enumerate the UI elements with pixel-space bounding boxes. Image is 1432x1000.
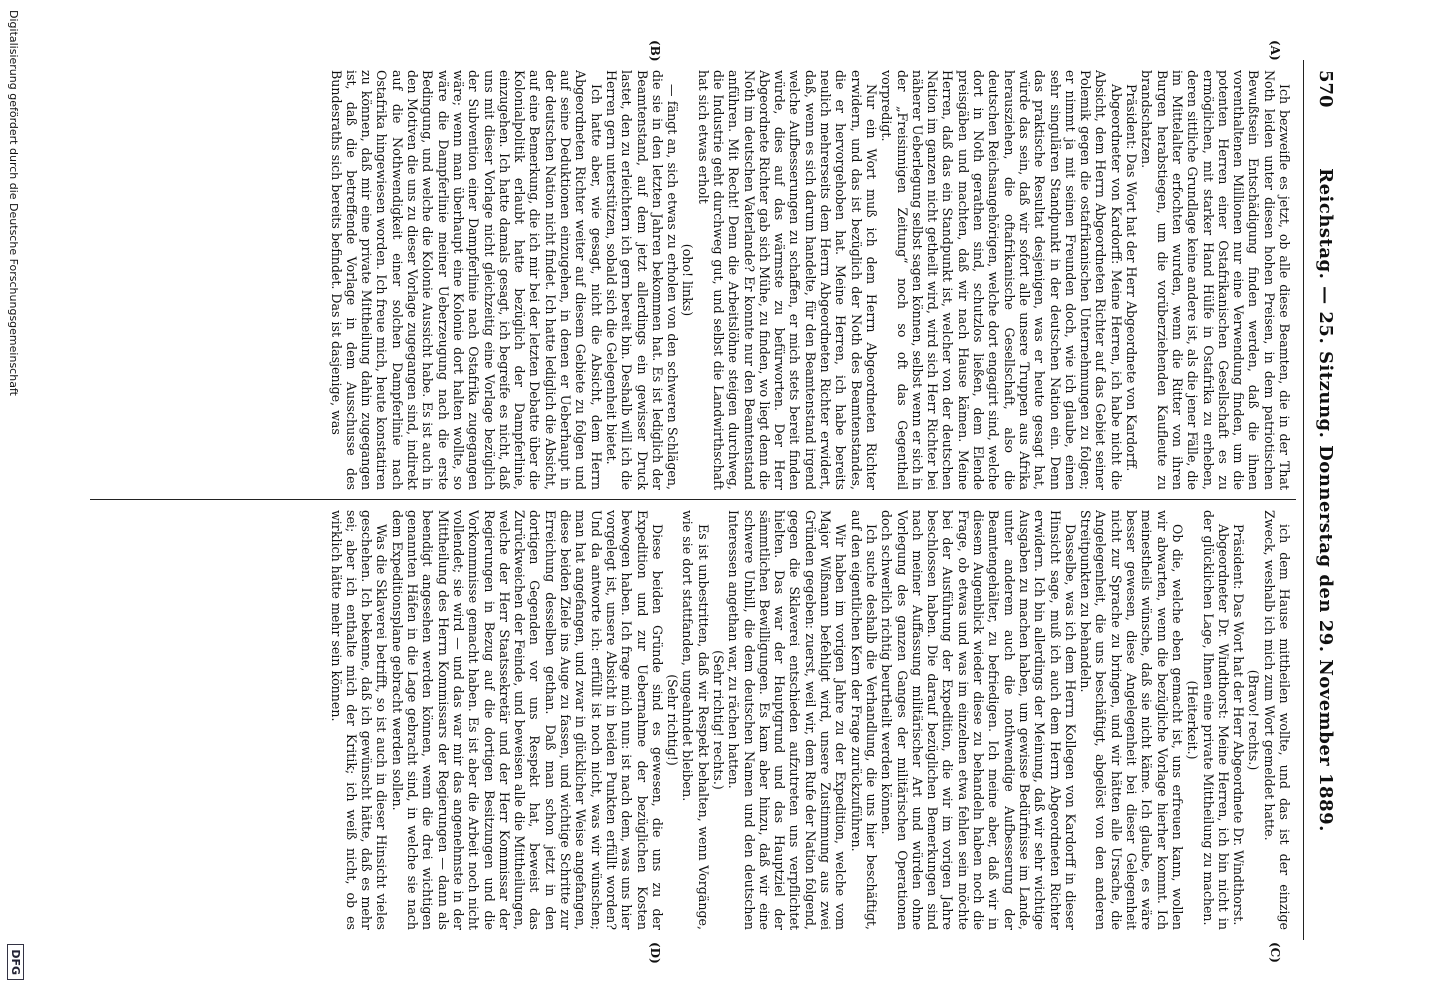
paragraph: Es ist unbestritten, daß wir Respekt behalten, wenn Vorgänge, wie sie dort stattfanden, ungeahndet bleiben. [680,510,711,930]
page-number: 570 [1315,70,1336,108]
page-footer [0,0,30,1000]
interjection: (Heiterkeit.) [1185,680,1201,760]
margin-marker-c: (C) [1268,942,1282,963]
paragraph: Dasselbe, was ich dem Herrn Kollegen von Kardorff in dieser Hinsicht sage, muß ich auch dem Herrn Abgeordneten Richter erwidern. Ich bin allerdings der Meinung, daß wir sehr wichtige Ausgaben zu machen haben, um gewisse Bedürfnisse im Lande, unter anderem auch die nothwendige Aufbesserung der Beamtengehälter, zu befriedigen. Ich meine aber, daß wir in diesem Augenblick wieder diese zu behandeln haben noch die Frage, ob etwas und was im einzelnen etwa fehlen sein möchte bei der Ausführung der Expedition, die wir im vorigen Jahre beschlossen haben. Die darauf bezüglichen Bemerkungen sind nach meiner Auffassung militärischer Art und würden ohne Vorlegung des ganzen Ganges der militärischen Operationen doch schwerlich richtig beurtheilt werden können. [879,510,1078,930]
right-text-column [80,510,1292,930]
margin-marker-d: (D) [648,942,662,964]
paragraph: Wir haben im vorigen Jahre zu der Expedition, welche vom Major Wißmann befehligt wird, unsere Zustimmung aus zwei Gründen gegeben: zuerst, weil wir, dem Rufe der Nation folgend, gegen die Sklaverei entschieden aufzutreten uns verpflichtet hielten. Das war der Hauptgrund und das Hauptziel der sämmtlichen Bewilligungen. Es kam aber hinzu, daß wir eine schwere Unbill, die dem deutschen Namen und den deutschen Interessen angethan war, zu rächen hatten. [726,510,849,930]
dfg-logo: DFG [7,944,24,980]
paragraph: Präsident: Das Wort hat der Herr Abgeordnete Dr. Windthorst. [1231,524,1247,926]
paragraph: Ich hatte aber, wie gesagt, nicht die Absicht, dem Herrn Abgeordneten Richter weiter auf diesem Gebiete zu folgen und auf seine Deduktionen einzugehen, in denen er Ueberhaupt in der deutschen Nation nicht findet. Ich hatte lediglich die Absicht, auf eine Bemerkung, die ich mir bei der letzten Debatte über die Kolonialpolitik erlaubt hatte bezüglich der Dampferlinie, einzugehen. Ich hatte damals gesagt, ich begreife es nicht, daß uns mit dieser Vorlage nicht gleichzeitig eine Vorlage bezüglich der Subvention einer Dampferlinie nach Ostafrika zugegangen wäre; wenn man überhaupt eine Kolonie dort halten wollte, so wäre die Dampferlinie meiner Ueberzeugung nach die erste Bedingung, und welche die Kolonie Aussicht habe. Es ist auch in den Motiven die uns zu dieser Vorlage zugegangen sind, indirekt auf die Nothwendigkeit einer solchen Dampferlinie nach Ostafrika hingewiesen worden. Ich freue mich, heute konstatiren zu können, daß mir eine private Mittheilung dahin zugegangen ist, daß die betreffende Vorlage in dem Ausschusse des Bundesraths sich bereits befindet. Das ist dasjenige, was [328,70,604,490]
paragraph: ich dem Hause mittheilen wollte, und das ist der einzige Zweck, weshalb ich mich zum Wort gemeldet hatte. [1261,510,1292,930]
paragraph: Ich suche deshalb die Verhandlung, die uns hier beschäftigt, auf den eigentlichen Kern der Frage zurückzuführen. [848,510,879,930]
interjection: (Sehr richtig!) [665,674,681,766]
paragraph: Abgeordneter von Kardorff: Meine Herren, ich habe nicht die Absicht, dem Herrn Abgeordneten Richter auf das Gebiet seiner Polemik gegen die ostafrikanischen Unternehmungen zu folgen; er nimmt ja mit seinen Freunden doch, wie ich glaube, einen sehr singulären Standpunkt in der deutschen Nation ein. Denn das praktische Resultat desjenigen, was er heute gesagt hat, würde das sein, daß wir sofort alle unsere Truppen aus Afrika herausziehen, die oftafrikanische Gesellschaft, also die deutschen Reichsangehörigen, welche dort engagirt sind, welche dort in Noth gerathen sind, schutzlos ließen, dem Elende preisgäben und machten, daß wir nach Hause kämen. Meine Herren, daß das ein Standpunkt ist, welcher von der deutschen Nation im ganzen nicht getheilt wird, wird sich Herr Richter bei näherer Ueberlegung selbst sagen können, selbst wenn er sich in der „Freisinnigen Zeitung“ noch so oft das Gegentheil vorpredigt. [879,70,1124,490]
paragraph: Ich bezweifle es jetzt, ob alle diese Beamten, die in der That Noth leiden unter diesen hohen Preisen, in dem patriotischen Bewußtsein Entschädigung finden werden, daß die ihnen vorenthaltenen Millionen nur eine Verwendung finden, um die potenten Herren einer Ostafrikanischen Gesellschaft es zu ermöglichen, mit starker Hand Hülfe in Ostafrika zu erheben, deren sittliche Grundlage keine andere ist, als die jener Fälle, die im Mittelalter erfochten wurden, wenn die Ritter von ihren Burgen herabstiegen, um die vorüberziehenden Kaufleute zu brandschatzen. [1139,70,1292,490]
paragraph: Ob die, welche eben gemacht ist, uns erfreuen kann, wollen wir abwarten, wenn die bezügliche Vorlage hierher kommt. Ich meinestheils wünsche, daß sie nicht käme. Ich glaube, es wäre besser gewesen, diese Angelegenheit bei dieser Gelegenheit nicht zur Sprache zu bringen, und wir hätten alle Ursache, die Angelegenheit, die uns beschäftigt, abgelöst von den anderen Streitpunkten zu behandeln. [1078,510,1185,930]
interjection: (Sehr richtig! rechts.) [711,650,727,790]
page-header [1304,0,1344,1000]
paragraph: Was die Sklaverei betrifft, so ist auch in dieser Hinsicht vieles geschehen. Ich bekenne, daß ich gewünscht hätte, daß es mehr sei; aber ich enthalte mich der Kritik; ich weiß nicht, ob es wirklich hätte mehr sein können. [328,510,390,930]
paragraph: Diese beiden Gründe sind es gewesen, die uns zu der Expedition und zur Uebernahme der bezüglichen Kosten bewogen haben. Ich frage mich nun: ist nach dem, was uns hier vorgelegt ist, unsere Absicht in beiden Punkten erfüllt worden? Und da antworte ich: erfüllt ist noch nicht, was wir wünschen; man hat angefangen, und zwar in glücklicher Weise angefangen, diese beiden Ziele ins Auge zu fassen, und wichtige Schritte zur Erreichung desselben gethan. Daß man schon jetzt in den dortigen Gegenden vor uns Respekt hat, beweist das Zurückweichen der Feinde, und beweisen alle die Mittheilungen, welche der Herr Staatssekretär und der Herr Kommissar der Regierungen in Bezug auf die dortigen Besitzungen und die Vorkommnisse gemacht haben. Es ist aber die Arbeit noch nicht vollendet; sie wird — und das war mir das angenehmste in der Mittheilung des Herrn Kommissars der Regierungen — dann als beendigt angesehen werden können, wenn die drei wichtigen genannten Häfen in die Lage gebracht sind, in welche sie nach dem Expeditionsplane gebracht werden sollen. [389,510,665,930]
left-text-column [80,70,1292,490]
digitization-credit: Digitalisierung gefördert durch die Deutsche Forschungsgemeinschaft [7,10,20,396]
paragraph: — fängt an, sich etwas zu erholen von den schweren Schlägen, die sie in den letzten Jahren bekommen hat. Es ist lediglich der Beamtenstand, auf dem jetzt allerdings ein gewisser Druck lastet, den zu erleichtern ich gern bereit bin. Deshalb will ich die Herren gern unterstützen, sobald sich die Gelegenheit bietet. [603,70,681,490]
interjection: (Bravo! rechts.) [1246,669,1262,771]
column-divider [90,499,1296,500]
paragraph: Abgeordneter Dr. Windthorst: Meine Herren, ich bin nicht in der glücklichen Lage, Ihnen eine private Mittheilung zu machen. [1200,510,1231,930]
header-rule [1303,60,1304,940]
margin-marker-a: (A) [1268,40,1282,61]
paragraph: Präsident: Das Wort hat der Herr Abgeordnete von Kardorff. [1124,84,1140,472]
margin-marker-b: (B) [648,40,662,62]
paragraph: Nur ein Wort muß ich dem Herrn Abgeordneten Richter erwidern, und das ist bezüglich der Noth des Beamtenstandes, die er hervorgehoben hat. Meine Herren, ich habe bereits neulich mehrerseits dem Herrn Abgeordneten Richter erwidert, daß, wenn es sich darum handelte, für den Beamtenstand irgend welche Aufbesserungen zu schaffen, er mich stets bereit finden würde, dies auf das wärmste zu befürworten. Der Herr Abgeordnete Richter gab sich Mühe, zu finden, wo liegt denn die Noth im deutschen Vaterlande? Er konnte nur den Beamtenstand anführen. Mit Recht! Denn die Arbeitslöhne steigen durchweg, die Industrie geht durchweg gut, und selbst die Landwirthschaft hat sich etwas erholt [695,70,879,490]
running-title: Reichstag. — 25. Sitzung. Donnerstag den 29. November 1889. [1315,168,1336,832]
interjection: (oho! links) [680,243,696,317]
